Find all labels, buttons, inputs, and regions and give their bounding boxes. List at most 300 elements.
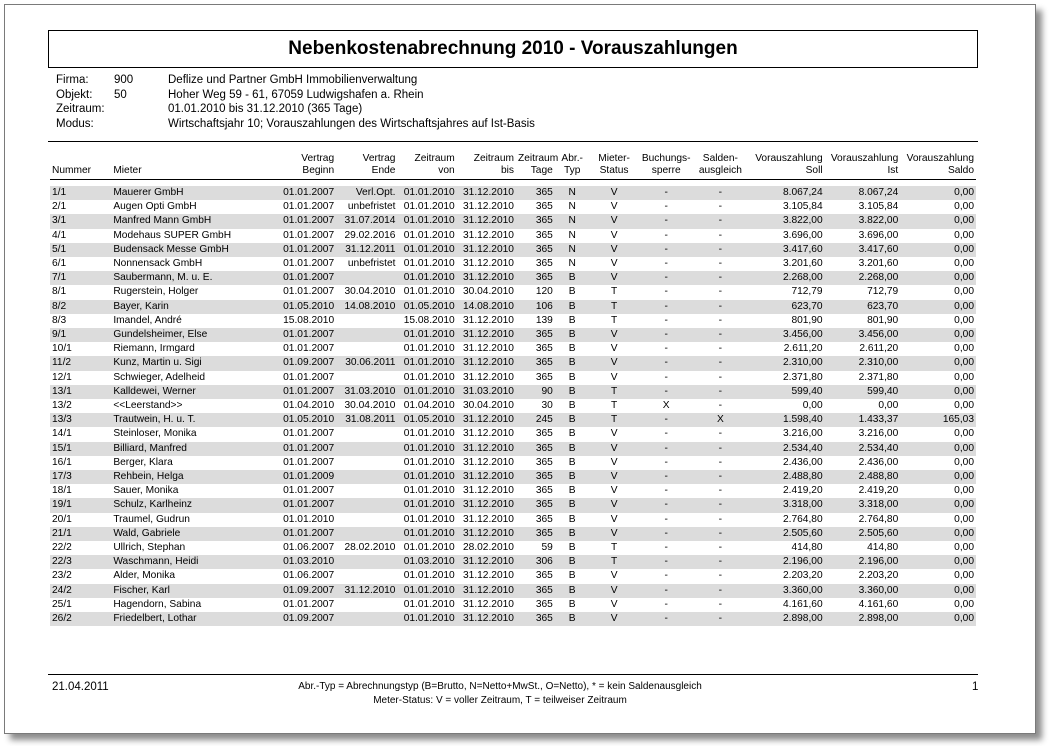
table-cell: 3.822,00 (825, 214, 901, 228)
table-cell: 0,00 (954, 485, 974, 497)
info-label: Objekt: (56, 88, 93, 101)
table-cell: Schwieger, Adelheid (113, 371, 206, 383)
table-cell: 25/1 (52, 598, 72, 610)
table-cell: - (694, 356, 747, 370)
table-cell: 31.12.2010 (336, 584, 397, 598)
info-value: Wirtschaftsjahr 10; Vorauszahlungen des Wirtschaftsjahres auf Ist-Basis (168, 117, 535, 130)
table-cell: 3.456,00 (747, 328, 825, 342)
table-cell: 3.360,00 (825, 584, 901, 598)
table-cell: - (664, 258, 668, 270)
table-cell: 01.01.2007 (277, 214, 336, 228)
table-cell: 1/1 (50, 186, 111, 200)
table-cell: 01.01.2007 (277, 271, 336, 285)
table-cell: 2.268,00 (825, 271, 901, 285)
column-header-line1 (113, 153, 275, 165)
table-cell: 623,70 (825, 300, 901, 314)
table-cell: 13/1 (50, 385, 111, 399)
footer-legend (250, 680, 750, 708)
table-cell: 01.01.2010 (403, 542, 455, 554)
table-cell (336, 555, 397, 569)
table-cell: Trautwein, H. u. T. (111, 413, 277, 427)
table-cell: X (662, 400, 670, 412)
table-cell: 01.01.2010 (403, 286, 455, 298)
table-cell (336, 314, 397, 328)
table-cell: B (568, 513, 576, 525)
table-cell: Imandel, André (113, 314, 182, 326)
table-row (50, 356, 976, 370)
table-body (50, 186, 976, 626)
table-cell: - (639, 300, 694, 314)
column-header (277, 147, 336, 180)
table-cell (336, 484, 397, 498)
table-cell: - (694, 271, 747, 285)
table-cell: 0,00 (954, 428, 974, 440)
table-cell: 0,00 (878, 400, 899, 412)
table-cell: 01.01.2010 (403, 258, 455, 270)
table-cell: 2.534,40 (747, 442, 825, 456)
table-cell: 365 (516, 243, 555, 257)
column-header-line2: Nummer (52, 165, 92, 176)
table-cell: - (664, 229, 668, 241)
table-cell: - (639, 214, 694, 228)
table-cell: - (639, 328, 694, 342)
table-cell: 0,00 (900, 186, 976, 200)
table-cell: V (610, 229, 618, 241)
table-cell: Riemann, Irmgard (113, 343, 195, 355)
table-cell: 2.196,00 (747, 555, 825, 569)
table-cell: 365 (516, 214, 555, 228)
table-cell: 01.01.2010 (397, 498, 456, 512)
table-cell: N (555, 186, 590, 200)
table-cell: 2.534,40 (825, 442, 901, 456)
table-cell: Fischer, Karl (111, 584, 277, 598)
table-cell: 14.08.2010 (336, 300, 397, 314)
column-header (747, 147, 825, 180)
table-cell: Berger, Klara (113, 456, 173, 468)
column-header-line2: Tage (530, 165, 553, 176)
column-header (590, 147, 639, 180)
table-cell: Alder, Monika (113, 570, 176, 582)
table-cell: 01.01.2010 (397, 442, 456, 456)
table-row (50, 328, 976, 342)
table-cell: V (590, 612, 639, 626)
table-cell: 2.371,80 (782, 371, 823, 383)
table-cell: 01.01.2007 (277, 442, 336, 456)
table-cell: 31.07.2014 (336, 214, 397, 228)
table-cell: 0,00 (954, 314, 974, 326)
table-row (50, 442, 976, 456)
table-row (50, 584, 976, 598)
table-cell: - (694, 385, 747, 399)
table-cell: Augen Opti GmbH (113, 201, 197, 213)
table-cell: - (718, 201, 723, 213)
table-cell: B (555, 413, 590, 427)
table-cell: 365 (516, 470, 555, 484)
table-cell: 165,03 (900, 413, 976, 427)
table-row (50, 427, 976, 441)
table-cell: Kalldewei, Werner (111, 385, 277, 399)
table-cell: 3.201,60 (858, 258, 899, 270)
table-cell: 2.898,00 (825, 612, 901, 626)
table-row (50, 243, 976, 257)
table-cell: 3.318,00 (747, 498, 825, 512)
table-cell: 365 (535, 343, 553, 355)
table-cell: 0,00 (954, 400, 974, 412)
column-header (516, 147, 559, 180)
table-cell: unbefristet (347, 201, 396, 213)
table-cell: V (590, 214, 639, 228)
table-cell: 31.12.2010 (462, 456, 514, 468)
table-cell: B (555, 470, 590, 484)
table-cell: - (718, 371, 723, 383)
table-cell: 0,00 (954, 570, 974, 582)
table-cell: Steinloser, Monika (113, 428, 197, 440)
table-cell: - (718, 400, 723, 412)
table-cell: 01.01.2007 (283, 456, 335, 468)
table-cell: 365 (535, 456, 553, 468)
table-cell: 31.12.2010 (462, 258, 514, 270)
table-cell: 31.12.2010 (462, 598, 514, 610)
table-row (50, 200, 976, 214)
table-cell: - (664, 456, 668, 468)
info-number: 900 (114, 74, 134, 86)
table-cell: 01.01.2007 (283, 371, 335, 383)
table-cell: 6/1 (52, 258, 67, 270)
table-cell: N (555, 214, 590, 228)
table-cell: V (610, 371, 618, 383)
column-header-line2: Saldo (947, 165, 974, 176)
table-cell (336, 598, 397, 612)
column-header (694, 147, 747, 180)
table-cell: 365 (535, 371, 553, 383)
table-cell: B (555, 328, 590, 342)
table-cell: 0,00 (900, 498, 976, 512)
column-header-line1: Salden- (702, 153, 738, 164)
table-cell: T (610, 286, 618, 298)
table-cell: 31.12.2010 (457, 243, 516, 257)
table-row (50, 399, 976, 413)
table-cell: 13/3 (50, 413, 111, 427)
table-cell: 8.067,24 (825, 186, 901, 200)
table-cell: 0,00 (954, 456, 974, 468)
table-cell: B (568, 343, 576, 355)
table-cell: 01.01.2010 (283, 513, 335, 525)
table-cell: T (610, 314, 618, 326)
table-cell: 26/2 (50, 612, 111, 626)
table-cell: B (555, 356, 590, 370)
table-cell: 31.12.2010 (457, 356, 516, 370)
table-cell: 3.216,00 (858, 428, 899, 440)
table-cell: B (568, 286, 576, 298)
table-cell: 01.06.2007 (283, 570, 335, 582)
table-cell: 2.898,00 (747, 612, 825, 626)
table-cell: 623,70 (747, 300, 825, 314)
table-cell: 365 (535, 201, 553, 213)
table-cell: 365 (535, 513, 553, 525)
table-cell: 2.371,80 (858, 371, 899, 383)
table-cell: 22/2 (52, 542, 72, 554)
table-cell: - (664, 598, 668, 610)
table-cell: 599,40 (825, 385, 901, 399)
table-cell: 13/2 (52, 400, 72, 412)
table-cell: 01.04.2010 (283, 400, 335, 412)
column-header-line1: Abr.- (561, 153, 583, 164)
table-cell: 31.12.2010 (457, 442, 516, 456)
table-cell: - (694, 300, 747, 314)
table-cell: 31.12.2010 (462, 371, 514, 383)
info-number: 50 (114, 88, 127, 101)
table-cell: 0,00 (954, 371, 974, 383)
info-row (56, 88, 535, 103)
table-cell: 29.02.2016 (344, 229, 396, 241)
table-cell: 31.12.2010 (457, 555, 516, 569)
table-cell: - (718, 485, 723, 497)
table-cell: 2.203,20 (858, 570, 899, 582)
table-cell: 30.06.2011 (336, 356, 397, 370)
table-cell: Nonnensack GmbH (113, 258, 203, 270)
info-label: Zeitraum: (56, 103, 105, 115)
table-cell: B (555, 271, 590, 285)
table-cell: 0,00 (900, 555, 976, 569)
table-row (50, 555, 976, 569)
table-cell: 01.01.2007 (283, 485, 335, 497)
table-cell: - (694, 498, 747, 512)
table-cell: 21/1 (50, 527, 111, 541)
table-cell: - (694, 442, 747, 456)
table-cell: 2.611,20 (859, 343, 899, 355)
table-cell: 365 (516, 271, 555, 285)
table-cell (336, 527, 397, 541)
table-cell: 01.06.2007 (283, 542, 335, 554)
table-cell: 365 (516, 527, 555, 541)
table-cell: 01.01.2007 (277, 186, 336, 200)
table-cell: 28.02.2010 (344, 542, 396, 554)
table-cell: 0,00 (954, 258, 974, 270)
table-cell: B (568, 456, 576, 468)
table-cell: <<Leerstand>> (113, 400, 183, 412)
table-cell: Traumel, Gudrun (113, 513, 190, 525)
table-cell: 365 (535, 258, 553, 270)
info-label: Modus: (56, 117, 94, 130)
table-cell: V (590, 584, 639, 598)
table-cell: - (718, 428, 723, 440)
table-cell: 0,00 (900, 300, 976, 314)
table-cell: N (568, 258, 576, 270)
table-cell: B (568, 428, 576, 440)
table-cell: Kunz, Martin u. Sigi (111, 356, 277, 370)
table-cell: 01.01.2010 (403, 428, 455, 440)
table-cell: 31.12.2010 (462, 428, 514, 440)
table-cell: V (610, 485, 618, 497)
table-cell: V (590, 186, 639, 200)
table-cell: 31.12.2010 (457, 186, 516, 200)
table-cell: V (610, 258, 618, 270)
table-cell: N (568, 201, 576, 213)
header-info (56, 73, 535, 131)
table-cell: 712,79 (867, 286, 899, 298)
table-cell: 01.01.2010 (403, 229, 455, 241)
table-cell: 0,00 (900, 328, 976, 342)
table-cell: B (555, 300, 590, 314)
table-cell: 30.04.2010 (462, 286, 514, 298)
table-cell (336, 427, 397, 441)
table-cell: - (718, 343, 723, 355)
table-cell: 5/1 (50, 243, 111, 257)
column-header-line1: Zeitraum (517, 153, 559, 164)
info-label: Firma: (56, 74, 89, 86)
table-cell: 23/2 (52, 570, 72, 582)
table-cell (336, 371, 397, 385)
table-cell: N (568, 229, 576, 241)
info-row (56, 102, 535, 117)
table-row (50, 527, 976, 541)
table-cell: 0,00 (900, 470, 976, 484)
table-cell: 01.01.2010 (397, 385, 456, 399)
table-cell: Sauer, Monika (113, 485, 179, 497)
table-cell: V (610, 570, 618, 582)
table-cell: 365 (535, 570, 553, 582)
table-cell: Hagendorn, Sabina (113, 598, 202, 610)
table-cell: 365 (535, 229, 553, 241)
table-cell: 2.436,00 (858, 456, 899, 468)
table-cell: 2.764,80 (782, 513, 823, 525)
table-cell: 365 (516, 328, 555, 342)
table-cell: 90 (516, 385, 555, 399)
table-cell: 01.01.2010 (397, 186, 456, 200)
table-cell: 0,00 (900, 271, 976, 285)
table-cell: - (694, 328, 747, 342)
table-cell: 01.01.2007 (283, 258, 335, 270)
table-cell: 3.105,84 (782, 201, 823, 213)
table-cell: 01.05.2010 (397, 413, 456, 427)
table-cell: 10/1 (52, 343, 72, 355)
table-cell: - (718, 598, 723, 610)
table-cell: 15.08.2010 (403, 314, 455, 326)
table-cell: V (590, 498, 639, 512)
info-row (56, 73, 535, 88)
table-cell (336, 271, 397, 285)
table-cell: 30.04.2010 (462, 400, 514, 412)
table-cell: 4.161,60 (782, 598, 823, 610)
table-cell: - (664, 286, 668, 298)
table-cell: 01.03.2010 (277, 555, 336, 569)
table-cell: 2.488,80 (825, 470, 901, 484)
table-cell: 01.01.2007 (283, 201, 335, 213)
table-cell: V (610, 343, 618, 355)
table-cell: 01.03.2010 (397, 555, 456, 569)
table-cell: 31.12.2010 (462, 485, 514, 497)
table-cell: - (664, 371, 668, 383)
table-cell: 31.12.2010 (462, 229, 514, 241)
table-cell: 1.598,40 (747, 413, 825, 427)
column-header (457, 147, 516, 180)
column-header-line2: Status (599, 165, 629, 176)
table-cell: 3.822,00 (747, 214, 825, 228)
table-cell: unbefristet (347, 258, 396, 270)
column-header-line2: bis (500, 165, 514, 176)
table-cell: Modehaus SUPER GmbH (113, 229, 232, 241)
table-cell: 31.12.2010 (457, 612, 516, 626)
table-cell: - (639, 584, 694, 598)
table-cell: 31.03.2010 (336, 385, 397, 399)
table-cell: 2.419,20 (782, 485, 823, 497)
table-cell: B (568, 314, 576, 326)
column-header (900, 147, 976, 180)
table-cell: 11/2 (50, 356, 111, 370)
table-cell: 59 (541, 542, 553, 554)
table-cell: Verl.Opt. (336, 186, 397, 200)
table-cell: - (639, 527, 694, 541)
table-cell: - (718, 542, 723, 554)
table-cell: Budensack Messe GmbH (111, 243, 277, 257)
table-cell: 31.12.2010 (457, 498, 516, 512)
table-cell: 31.12.2010 (457, 470, 516, 484)
table-cell: - (639, 385, 694, 399)
table-cell: 01.05.2010 (397, 300, 456, 314)
table-cell: 24/2 (50, 584, 111, 598)
table-cell: 2.436,00 (782, 456, 823, 468)
table-cell: - (718, 456, 723, 468)
table-cell: B (555, 498, 590, 512)
table-cell: - (694, 612, 747, 626)
column-header (825, 147, 901, 180)
table-cell: Manfred Mann GmbH (111, 214, 277, 228)
table-row (50, 598, 976, 612)
table-cell: 17/3 (50, 470, 111, 484)
table-cell (336, 470, 397, 484)
table-cell: V (590, 442, 639, 456)
table-cell: 22/3 (50, 555, 111, 569)
table-cell: 14.08.2010 (457, 300, 516, 314)
table-cell: 801,90 (867, 314, 899, 326)
column-header-line2: Beginn (302, 165, 335, 176)
table-cell: B (555, 612, 590, 626)
table-cell: 01.01.2010 (403, 371, 455, 383)
table-cell: 0,00 (900, 442, 976, 456)
table-cell: B (568, 400, 576, 412)
table-cell: 3.216,00 (782, 428, 823, 440)
table-cell: 2.505,60 (747, 527, 825, 541)
table-cell: - (639, 356, 694, 370)
table-cell: V (610, 201, 618, 213)
column-header-line1: Vertrag (362, 153, 396, 164)
table-cell: - (639, 243, 694, 257)
table-cell: 31.12.2010 (457, 413, 516, 427)
table-cell: 01.01.2010 (397, 214, 456, 228)
table-cell: - (664, 428, 668, 440)
info-row (56, 117, 535, 132)
table-cell: 31.12.2010 (462, 570, 514, 582)
table-cell: 712,79 (791, 286, 823, 298)
table-cell: T (590, 555, 639, 569)
table-cell (336, 498, 397, 512)
table-cell: - (639, 470, 694, 484)
table-cell: B (568, 542, 576, 554)
table-cell: 01.01.2007 (283, 286, 335, 298)
footer-date: 21.04.2011 (52, 681, 109, 693)
table-cell: 365 (535, 428, 553, 440)
table-cell: 12/1 (52, 371, 72, 383)
column-header-line1: Vorauszahlung (830, 153, 899, 164)
table-cell: 0,00 (900, 214, 976, 228)
table-cell: 8/3 (52, 314, 67, 326)
column-header-line1: Mieter- (598, 153, 630, 164)
table-cell: - (639, 498, 694, 512)
table-cell: 15.08.2010 (283, 314, 335, 326)
table-cell: 2.764,80 (858, 513, 899, 525)
table-cell: 31.12.2010 (457, 271, 516, 285)
table-cell: V (610, 428, 618, 440)
